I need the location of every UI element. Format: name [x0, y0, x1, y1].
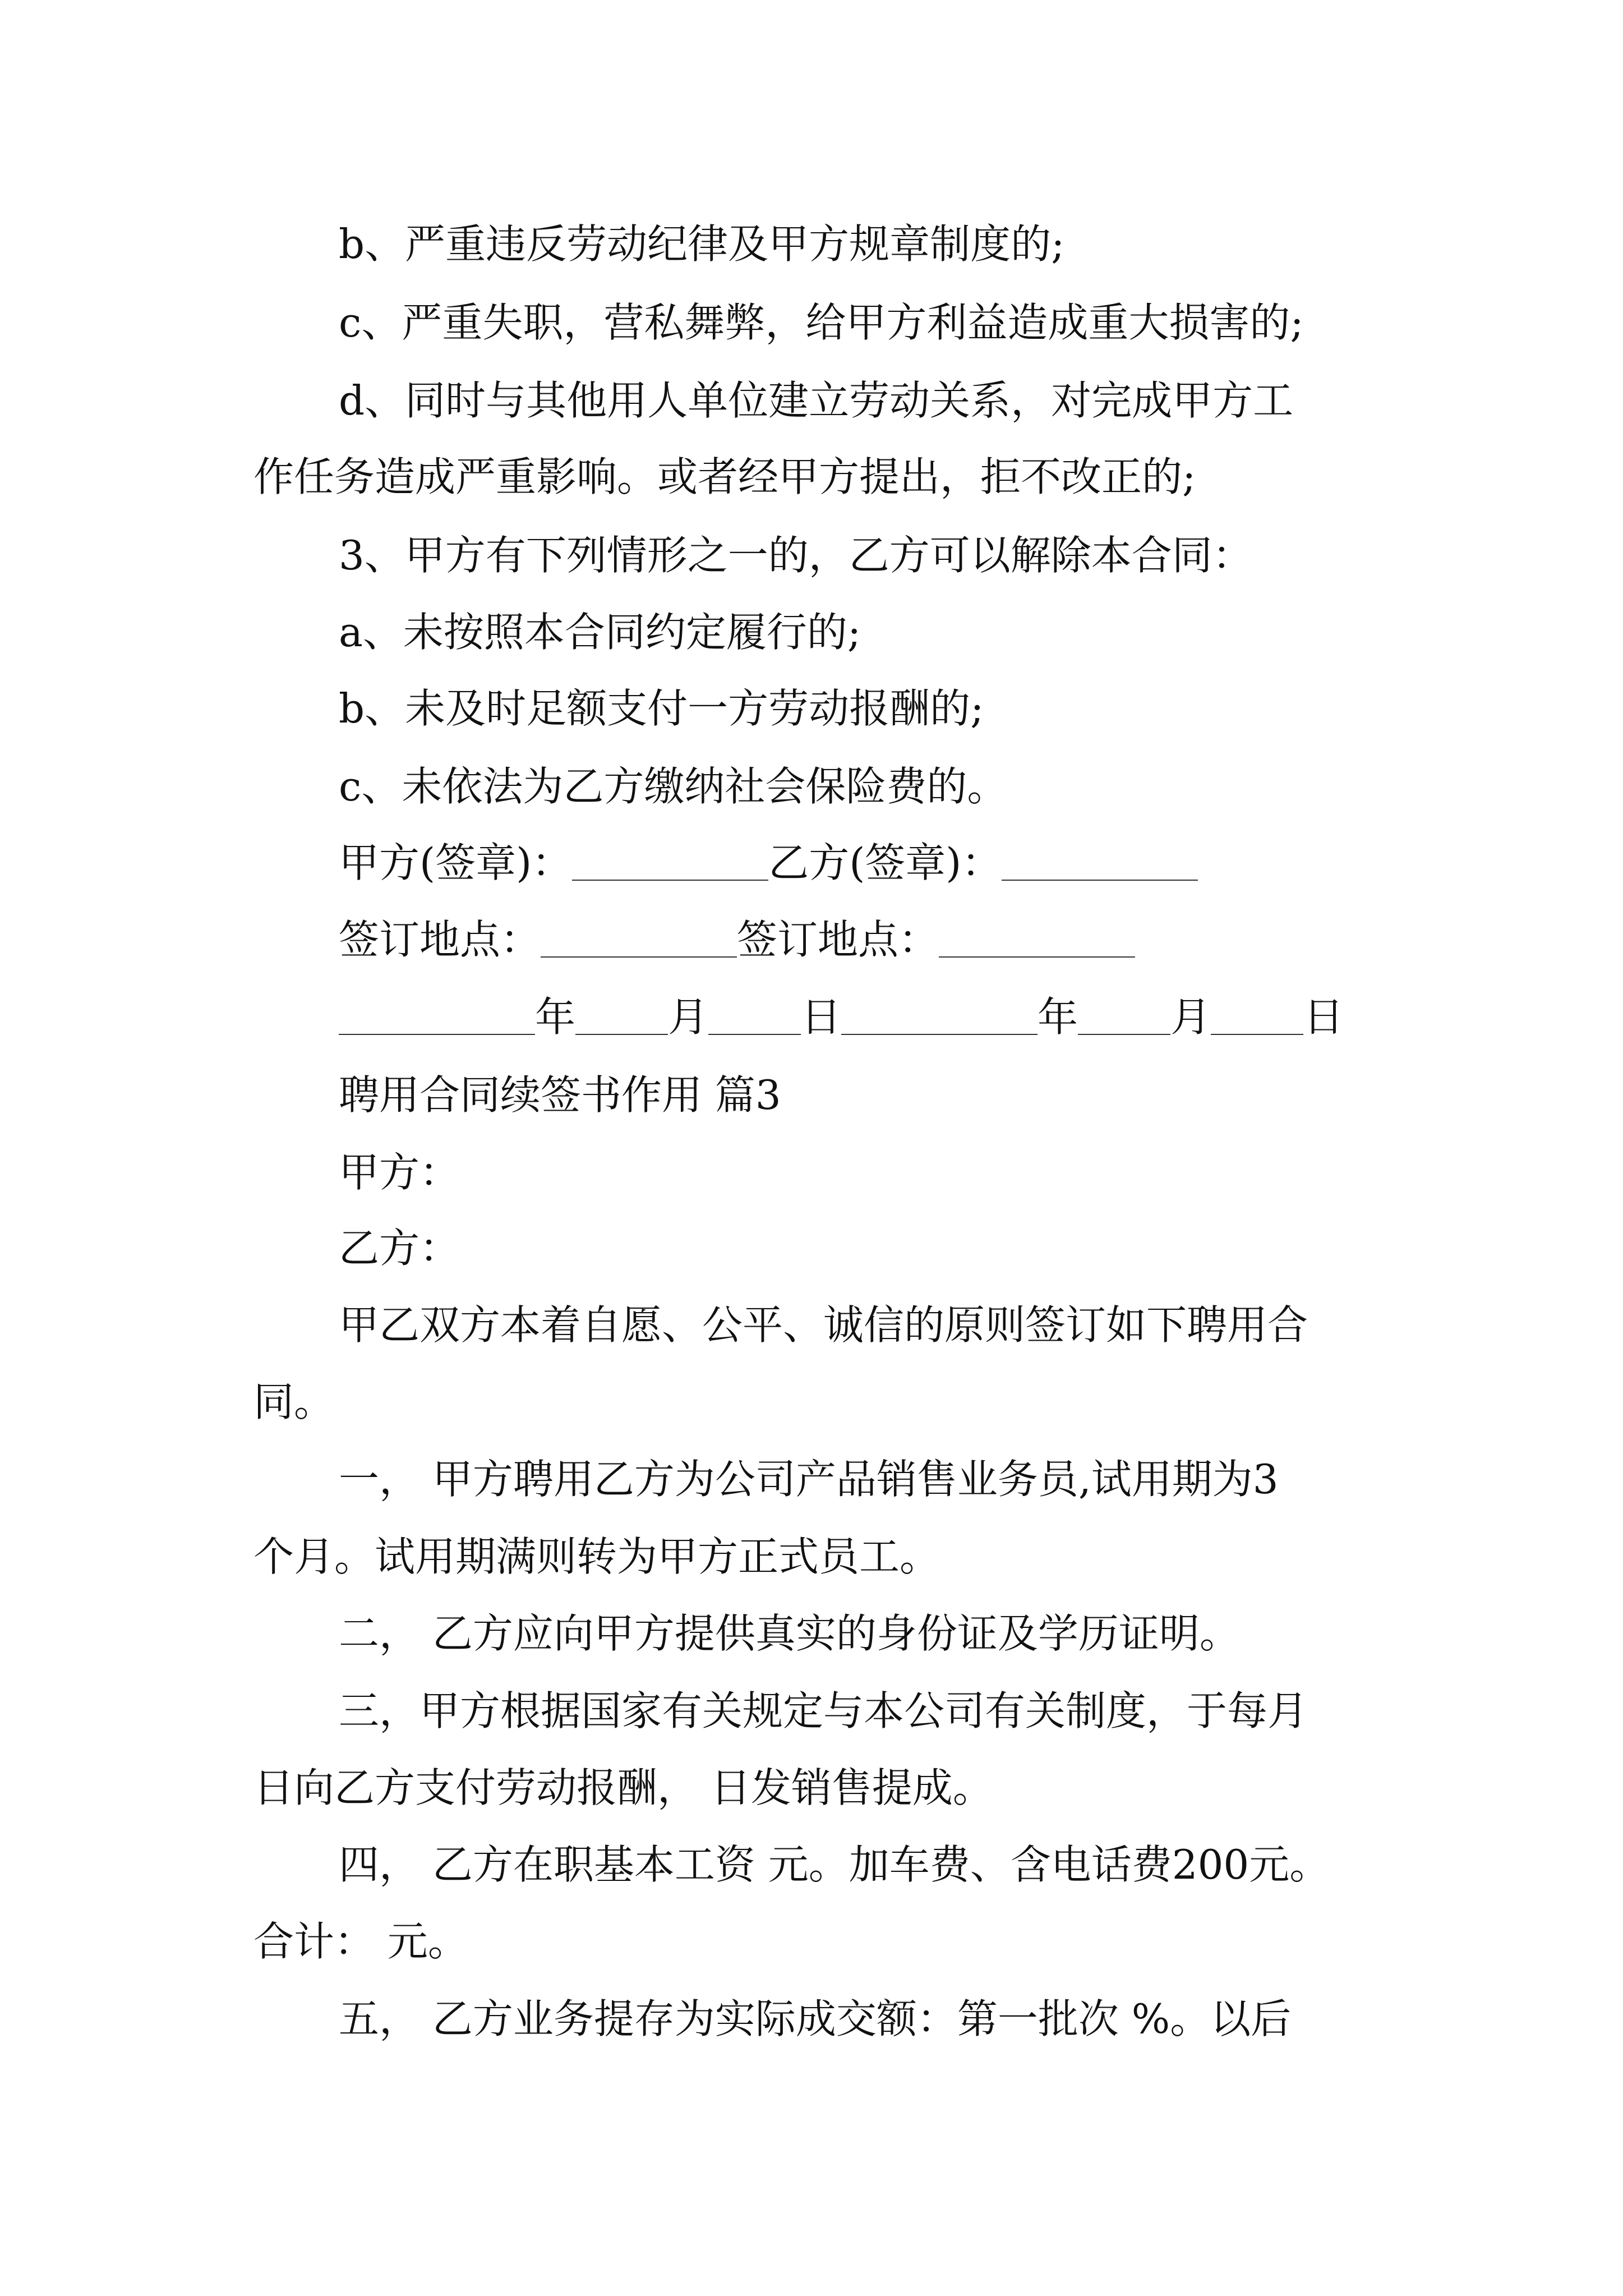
article-3-line: 三，甲方根据国家有关规定与本公司有关制度，于每月	[339, 1687, 1308, 1734]
year-blank-b	[841, 989, 1038, 1035]
clause-3b: b、未及时足额支付一方劳动报酬的;	[339, 685, 984, 732]
article-3-continuation: 日向乙方支付劳动报酬， 日发销售提成。	[253, 1764, 993, 1811]
party-b-sign-label: 乙方(签章)：	[768, 839, 1002, 886]
month-label-a: 月	[668, 993, 709, 1041]
party-a-label: 甲方：	[339, 1149, 460, 1196]
clause-b-discipline: b、严重违反劳动纪律及甲方规章制度的;	[339, 220, 1065, 268]
article-1-continuation: 个月。试用期满则转为甲方正式员工。	[253, 1533, 940, 1580]
party-a-sign-blank	[572, 835, 768, 881]
party-a-sign-label: 甲方(签章)：	[339, 839, 573, 886]
year-label-a: 年	[535, 993, 576, 1041]
day-label-a: 日	[801, 993, 842, 1041]
place-blank-a	[541, 912, 737, 958]
clause-3a: a、未按照本合同约定履行的;	[339, 609, 861, 656]
article-2-line: 二， 乙方应向甲方提供真实的身份证及学历证明。	[339, 1610, 1240, 1657]
party-b-sign-blank	[1002, 835, 1198, 881]
signing-date-row	[339, 989, 1487, 1045]
month-label-b: 月	[1170, 993, 1211, 1041]
section-title: 聘用合同续签书作用 篇3	[339, 1071, 781, 1119]
clause-3-heading: 3、甲方有下列情形之一的，乙方可以解除本合同：	[339, 532, 1253, 579]
place-blank-b	[939, 912, 1135, 958]
clause-d-dual-employment: d、同时与其他用人单位建立劳动关系，对完成甲方工	[339, 377, 1294, 424]
article-4-line: 四， 乙方在职基本工资 元。加车费、含电话费200元。	[339, 1841, 1330, 1888]
article-1-line: 一， 甲方聘用乙方为公司产品销售业务员,试用期为3	[339, 1456, 1279, 1503]
clause-c-negligence: c、严重失职，营私舞弊，给甲方利益造成重大损害的;	[339, 299, 1304, 346]
month-blank-b	[1078, 989, 1170, 1035]
signature-row	[339, 835, 1487, 891]
day-blank-b	[1211, 989, 1303, 1035]
year-blank-a	[339, 989, 535, 1035]
place-label-a: 签订地点：	[339, 916, 541, 963]
preamble-continuation: 同。	[253, 1378, 335, 1425]
article-5-line: 五， 乙方业务提存为实际成交额：第一批次 %。以后	[339, 1995, 1292, 2042]
month-blank-a	[575, 989, 668, 1035]
article-4-continuation: 合计： 元。	[253, 1918, 468, 1965]
clause-d-continuation: 作任务造成严重影响。或者经甲方提出，拒不改正的;	[253, 453, 1196, 500]
place-label-b: 签订地点：	[737, 916, 939, 963]
year-label-b: 年	[1038, 993, 1078, 1041]
day-blank-a	[708, 989, 801, 1035]
clause-3c: c、未依法为乙方缴纳社会保险费的。	[339, 763, 1008, 810]
day-label-b: 日	[1303, 993, 1344, 1041]
party-b-label: 乙方：	[339, 1225, 460, 1272]
signing-place-row	[339, 912, 1487, 968]
preamble-line: 甲乙双方本着自愿、公平、诚信的原则签订如下聘用合	[339, 1301, 1308, 1349]
